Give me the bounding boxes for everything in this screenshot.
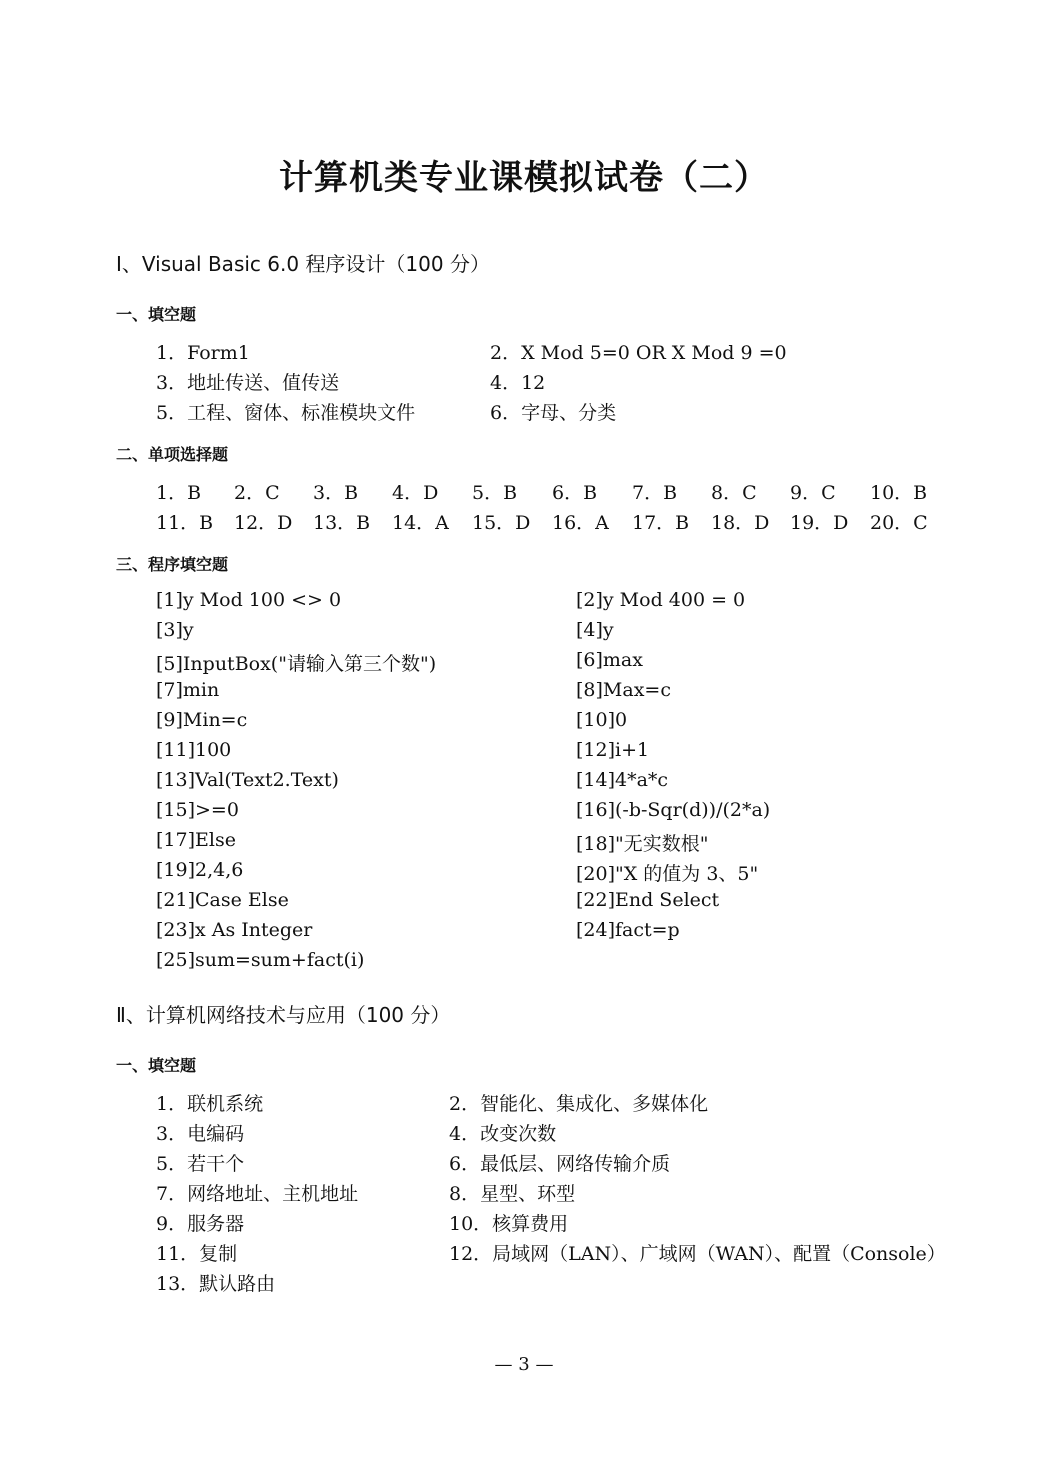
fill-answer: 1．Form1 <box>156 342 250 364</box>
program-answer: [19]2,4,6 <box>156 859 244 881</box>
part1-fill-title: 一、填空题 <box>116 305 197 324</box>
choice-answer: 20．C <box>870 512 928 534</box>
part1-heading: Ⅰ、Visual Basic 6.0 程序设计（100 分） <box>116 252 490 276</box>
fill-answer: 4．改变次数 <box>449 1123 557 1145</box>
choice-answer: 11．B <box>156 512 214 534</box>
choice-answer: 5．B <box>472 482 518 504</box>
fill-answer: 12．局域网（LAN）、广域网（WAN）、配置（Console） <box>449 1243 946 1265</box>
choice-answer: 16．A <box>552 512 609 534</box>
program-answer: [22]End Select <box>576 889 720 911</box>
choice-answer: 18．D <box>711 512 770 534</box>
choice-answer: 19．D <box>790 512 849 534</box>
fill-answer: 2．X Mod 5=0 OR X Mod 9 =0 <box>490 342 787 364</box>
program-answer: [24]fact=p <box>576 919 680 941</box>
program-answer: [11]100 <box>156 739 232 761</box>
program-answer: [3]y <box>156 619 194 641</box>
choice-answer: 4．D <box>392 482 439 504</box>
choice-answer: 2．C <box>234 482 280 504</box>
program-answer: [12]i+1 <box>576 739 650 761</box>
fill-answer: 4．12 <box>490 372 546 394</box>
page-number: — 3 — <box>494 1354 554 1375</box>
page-title: 计算机类专业课模拟试卷（二） <box>279 158 769 198</box>
choice-answer: 6．B <box>552 482 598 504</box>
part2-fill-title: 一、填空题 <box>116 1056 197 1075</box>
program-answer: [6]max <box>576 649 643 671</box>
program-answer: [8]Max=c <box>576 679 671 701</box>
program-answer: [21]Case Else <box>156 889 289 911</box>
program-answer: [20]"X 的值为 3、5" <box>576 863 759 885</box>
choice-answer: 1．B <box>156 482 202 504</box>
program-answer: [9]Min=c <box>156 709 248 731</box>
part2-heading: Ⅱ、计算机网络技术与应用（100 分） <box>116 1003 451 1027</box>
part1-program-title: 三、程序填空题 <box>116 555 229 574</box>
program-answer: [10]0 <box>576 709 628 731</box>
choice-answer: 15．D <box>472 512 531 534</box>
fill-answer: 6．字母、分类 <box>490 402 617 424</box>
program-answer: [4]y <box>576 619 614 641</box>
program-answer: [23]x As Integer <box>156 919 313 941</box>
program-answer: [13]Val(Text2.Text) <box>156 769 339 791</box>
fill-answer: 3．地址传送、值传送 <box>156 372 340 394</box>
choice-answer: 14．A <box>392 512 449 534</box>
choice-answer: 9．C <box>790 482 836 504</box>
fill-answer: 2．智能化、集成化、多媒体化 <box>449 1093 709 1115</box>
choice-answer: 10．B <box>870 482 928 504</box>
choice-answer: 13．B <box>313 512 371 534</box>
fill-answer: 11．复制 <box>156 1243 238 1265</box>
program-answer: [2]y Mod 400 = 0 <box>576 589 746 611</box>
choice-answer: 8．C <box>711 482 757 504</box>
fill-answer: 10．核算费用 <box>449 1213 569 1235</box>
program-answer: [7]min <box>156 679 220 701</box>
program-answer: [14]4*a*c <box>576 769 669 791</box>
fill-answer: 5．若干个 <box>156 1153 245 1175</box>
choice-answer: 12．D <box>234 512 293 534</box>
fill-answer: 3．电编码 <box>156 1123 245 1145</box>
fill-answer: 6．最低层、网络传输介质 <box>449 1153 671 1175</box>
fill-answer: 13．默认路由 <box>156 1273 276 1295</box>
program-answer: [15]>=0 <box>156 799 239 821</box>
part1-choice-title: 二、单项选择题 <box>116 445 229 464</box>
program-answer: [18]"无实数根" <box>576 833 709 855</box>
fill-answer: 8．星型、环型 <box>449 1183 576 1205</box>
fill-answer: 1．联机系统 <box>156 1093 264 1115</box>
fill-answer: 7．网络地址、主机地址 <box>156 1183 359 1205</box>
program-answer: [5]InputBox("请输入第三个数") <box>156 653 437 675</box>
choice-answer: 7．B <box>632 482 678 504</box>
program-answer: [25]sum=sum+fact(i) <box>156 949 365 971</box>
program-answer: [16](-b-Sqr(d))/(2*a) <box>576 799 771 821</box>
choice-answer: 17．B <box>632 512 690 534</box>
fill-answer: 5．工程、窗体、标准模块文件 <box>156 402 416 424</box>
fill-answer: 9．服务器 <box>156 1213 245 1235</box>
program-answer: [17]Else <box>156 829 236 851</box>
program-answer: [1]y Mod 100 <> 0 <box>156 589 342 611</box>
choice-answer: 3．B <box>313 482 359 504</box>
